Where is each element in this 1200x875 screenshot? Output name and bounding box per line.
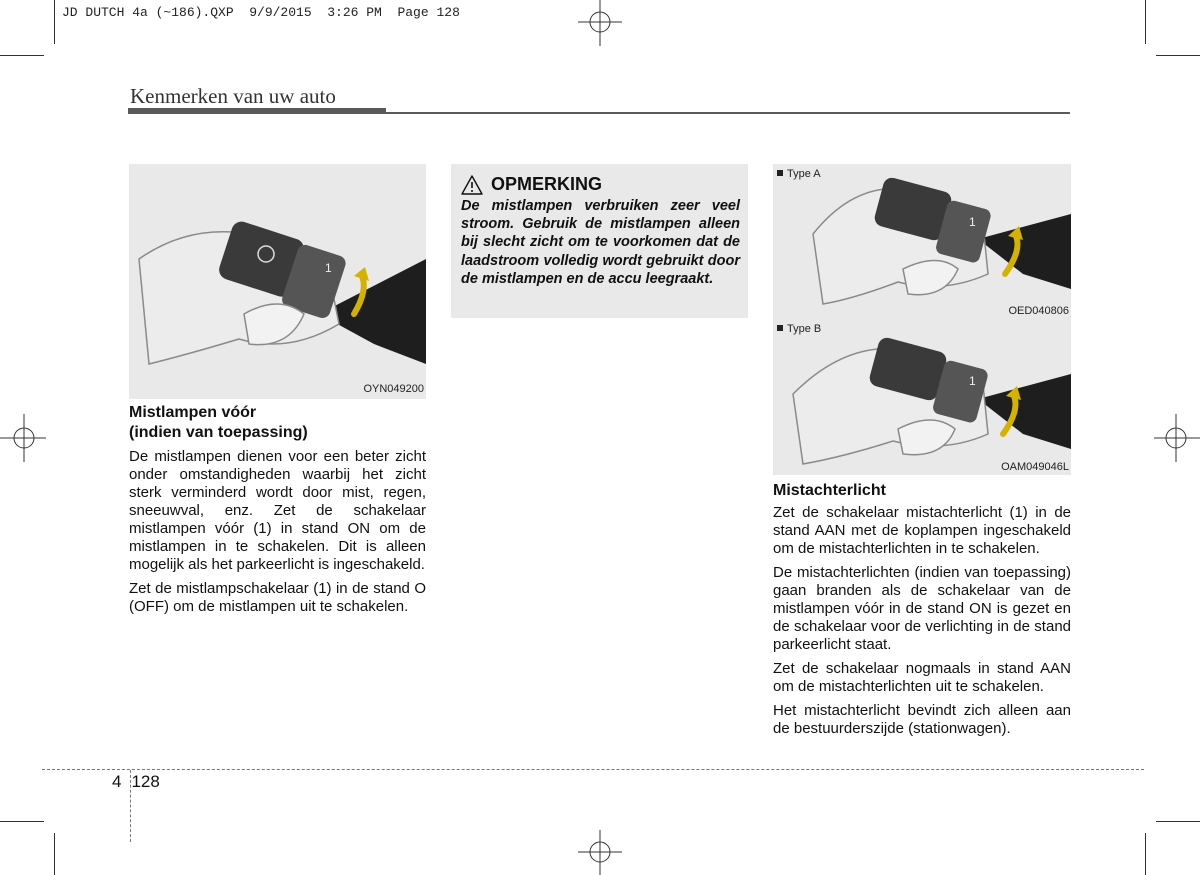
note-title: OPMERKING (491, 174, 603, 194)
heading-line: (indien van toepassing) (129, 424, 308, 441)
type-b-label: Type B (777, 323, 821, 335)
note-header (461, 174, 740, 195)
section-title: Kenmerken van uw auto (130, 84, 336, 108)
paragraph: Het mistachterlicht bevindt zich alleen aan de bestuurderszijde (stationwagen). (773, 702, 1071, 737)
paragraph: Zet de mistlampschakelaar (1) in de stand O (OFF) om de mistlampen uit te schakelen. (129, 580, 426, 615)
title-rule-thin (386, 112, 1070, 114)
registration-mark-right (1154, 408, 1200, 468)
warning-triangle-icon (461, 175, 483, 195)
left-text-block (129, 403, 426, 622)
rear-fog-switch-illustration-type-b (773, 319, 1071, 475)
switch-number-label: 1 (969, 374, 976, 388)
section-heading: Mistachterlicht (773, 482, 886, 499)
body-text (773, 504, 1071, 738)
image-code: OAM049046L (1001, 461, 1069, 473)
print-header: JD DUTCH 4a (~186).QXP 9/9/2015 3:26 PM Page 128 (62, 5, 460, 20)
note-text: De mistlampen verbruiken zeer veel stroom. Gebruik de mistlampen alleen bij slecht zicht om te voorkomen dat de laadstroom volledig wordt gebruikt door de mistlampen en de accu leegraakt. (461, 198, 740, 287)
image-code: OYN049200 (363, 383, 424, 395)
paragraph: Zet de schakelaar nogmaals in stand AAN om de mistachterlichten uit te schakelen. (773, 660, 1071, 695)
paragraph: De mistachterlichten (indien van toepassing) gaan branden als de schakelaar van de mistlampen vóór in de stand ON is gezet en de schakelaar voor de verlichting in de stand parkeerlicht staat. (773, 564, 1071, 653)
body-text (129, 448, 426, 616)
page-number (112, 772, 160, 792)
image-code: OED040806 (1008, 305, 1069, 317)
note-box (451, 164, 748, 318)
footer-divider (42, 769, 1144, 770)
hand-on-lever-icon (129, 164, 426, 399)
registration-mark-top (572, 0, 628, 48)
front-fog-switch-illustration (129, 164, 426, 399)
title-rule-thick (128, 108, 386, 114)
switch-number-label: 1 (969, 215, 976, 229)
paragraph: Zet de schakelaar mistachterlicht (1) in de stand AAN met de koplampen ingeschakeld om de mistachterlichten in te schakelen. (773, 504, 1071, 557)
hand-on-lever-icon (773, 319, 1071, 475)
section-heading (129, 403, 426, 443)
chapter-number: 4 (112, 772, 122, 791)
hand-on-lever-icon (773, 164, 1071, 319)
page-number-value: 128 (131, 772, 160, 791)
paragraph: De mistlampen dienen voor een beter zicht onder omstandigheden waarbij het zicht sterk verminderd wordt door mist, regen, sneeuwval, enz. Zet de schakelaar mistlampen vóór (1) in stand ON om de mistlampen in te schakelen. Dit is alleen mogelijk als het parkeerlicht is ingeschakeld. (129, 448, 426, 573)
registration-mark-left (0, 408, 46, 468)
right-text-block (773, 481, 1071, 744)
rear-fog-switch-illustration-type-a (773, 164, 1071, 319)
type-a-label: Type A (777, 168, 821, 180)
switch-number-label: 1 (325, 261, 332, 275)
registration-mark-bottom (572, 828, 628, 875)
heading-line: Mistlampen vóór (129, 404, 257, 421)
